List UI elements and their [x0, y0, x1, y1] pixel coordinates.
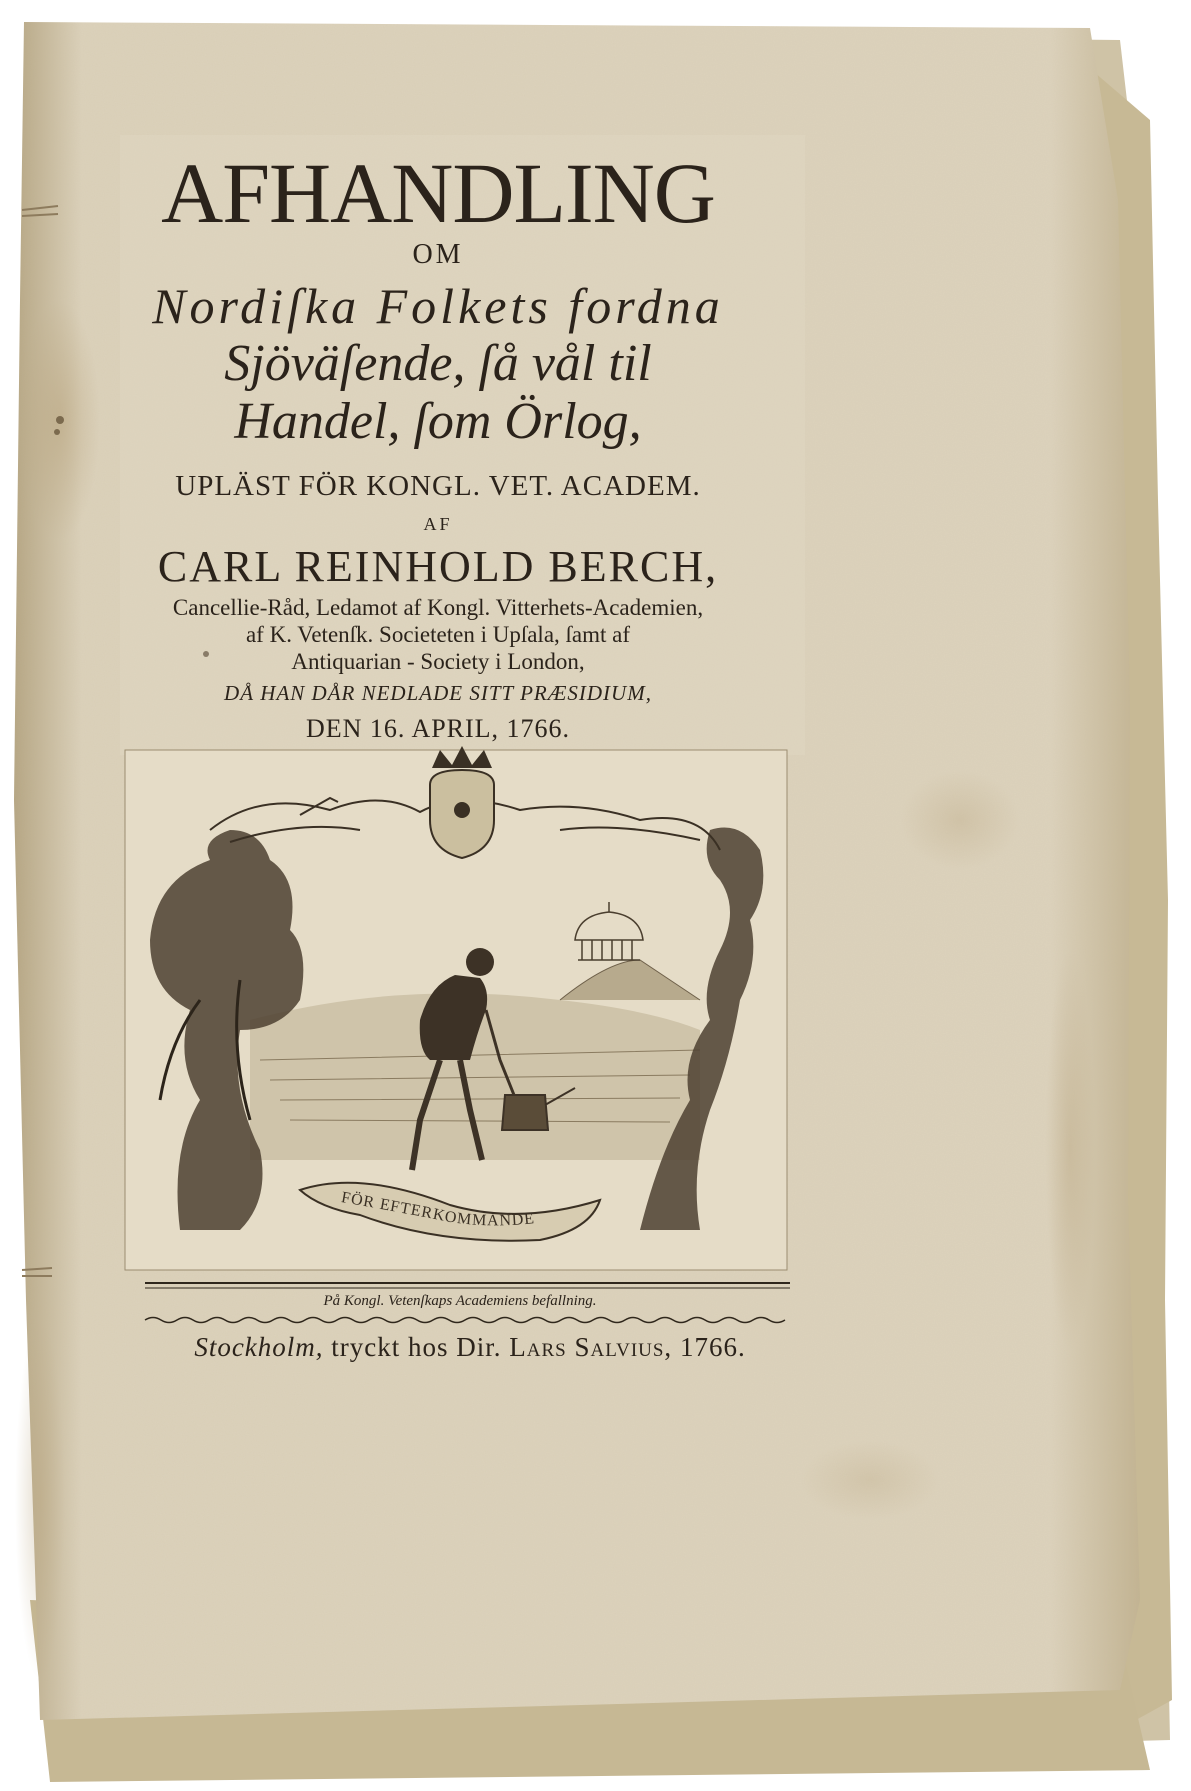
author-name: CARL REINHOLD BERCH, [157, 542, 719, 591]
imprint-printer: Lars Salvius, [509, 1332, 673, 1362]
imprint-text: tryckt hos Dir. [323, 1332, 510, 1362]
title-om: OM [412, 239, 464, 270]
engraving [125, 746, 787, 1270]
academy-order-line: På Kongl. Vetenſkaps Academiens befallning. [323, 1293, 597, 1309]
book-title: AFHANDLING [161, 145, 715, 241]
author-credentials-1: Cancellie-Råd, Ledamot af Kongl. Vitterhets-Academien, [172, 595, 704, 620]
crest-icon [430, 746, 494, 858]
subtitle-line-1: Nordiſka Folkets fordna [152, 278, 724, 334]
subtitle-line-3: Handel, ſom Örlog, [234, 393, 642, 450]
author-credentials-2: af K. Vetenſk. Societeten i Upſala, ſamt af [245, 622, 631, 647]
date-line: DEN 16. APRIL, 1766. [305, 714, 571, 743]
subtitle-line-2: Sjöväſende, ſå vål til [224, 335, 652, 392]
by-line: AF [423, 514, 453, 534]
imprint-place: Stockholm, [194, 1332, 324, 1362]
imprint-year: 1766. [672, 1332, 746, 1362]
read-before-line: UPLÄST FÖR KONGL. VET. ACADEM. [175, 470, 701, 502]
praesidium-line: DÅ HAN DÅR NEDLADE SITT PRÆSIDIUM, [224, 681, 652, 705]
author-credentials-3: Antiquarian - Society i London, [291, 649, 585, 674]
imprint-line [140, 1332, 800, 1362]
engraving-motto: FÖR EFTERKOMMANDE [340, 1189, 536, 1230]
